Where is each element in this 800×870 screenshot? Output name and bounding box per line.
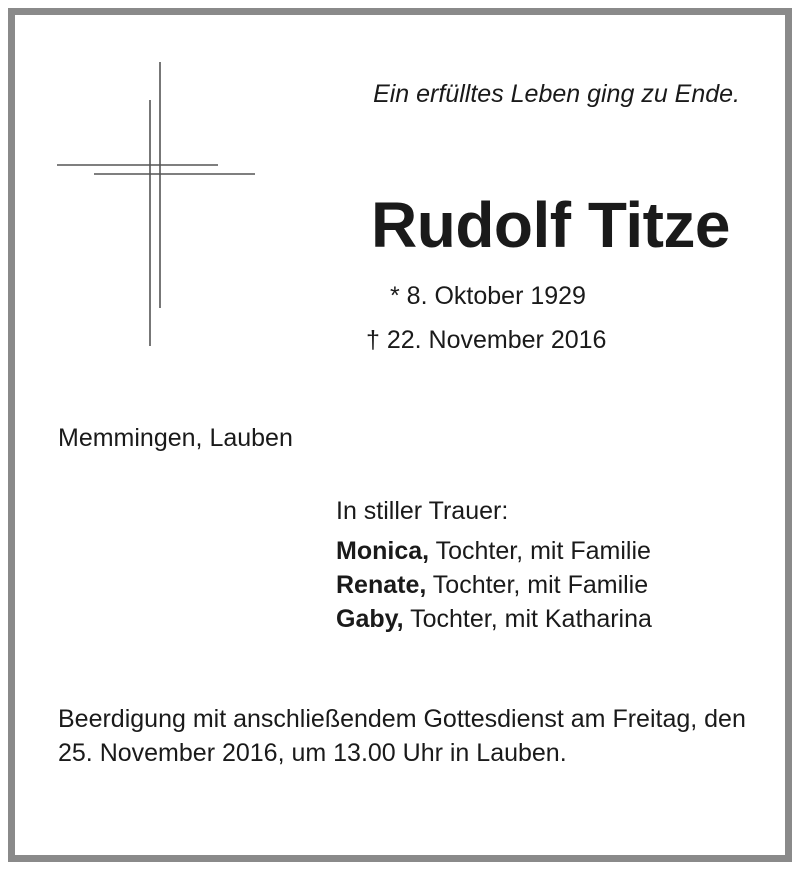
mourner-name: Monica, [336,537,430,565]
mourner-entry [336,568,652,602]
funeral-details: Beerdigung mit anschließendem Gottesdienst am Freitag, den 25. November 2016, um 13.00 Uhr in Lauben. [58,705,746,767]
mourner-relation: Tochter, mit Familie [429,537,651,565]
mourner-relation: Tochter, mit Familie [426,571,649,599]
birth-date: * 8. Oktober 1929 [390,282,586,310]
place-of-residence: Memmingen, Lauben [58,424,293,452]
mourners-block [336,494,652,636]
motto: Ein erfülltes Leben ging zu Ende. [373,80,740,108]
mourner-entry [336,534,652,568]
mourners-heading: In stiller Trauer: [336,497,509,525]
mourner-name: Renate, [336,571,427,599]
mourner-entry [336,602,652,636]
death-date: † 22. November 2016 [366,326,607,354]
deceased-name: Rudolf Titze [371,189,730,261]
mourner-name: Gaby, [336,605,404,633]
mourner-relation: Tochter, mit Katharina [403,605,652,633]
